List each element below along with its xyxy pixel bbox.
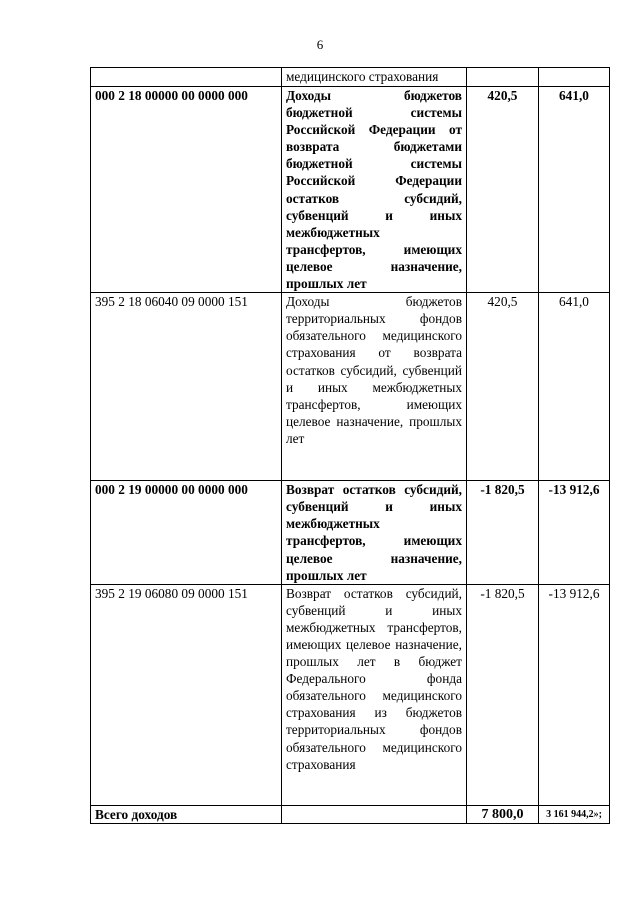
description-cell (282, 805, 467, 823)
value-1-cell: -1 820,5 (467, 584, 539, 805)
table-row (91, 293, 610, 481)
budget-code-cell (91, 68, 282, 87)
description-cell: Доходы бюджетов территориальных фондов обязательного медицинского страхования от возврата остатков субсидий, субвенций и иных межбюджетных трансфертов, имеющих целевое назначение, прошлых лет (282, 293, 467, 481)
value-1-cell: 420,5 (467, 87, 539, 293)
value-2-cell: -13 912,6 (539, 481, 610, 585)
table-row (91, 87, 610, 293)
description-cell: Возврат остатков субсидий, субвенций и иных межбюджетных трансфертов, имеющих целевое назначение, прошлых лет (282, 481, 467, 585)
budget-revenue-table (90, 67, 610, 824)
value-2-cell (539, 68, 610, 87)
value-1-cell: 420,5 (467, 293, 539, 481)
table-row-total (91, 805, 610, 823)
value-2-cell: -13 912,6 (539, 584, 610, 805)
description-cell: медицинского страхования (282, 68, 467, 87)
total-value-2-cell: 3 161 944,2»; (539, 805, 610, 823)
budget-code-cell: 395 2 18 06040 09 0000 151 (91, 293, 282, 481)
page-number: 6 (316, 37, 324, 52)
total-value-1-cell: 7 800,0 (467, 805, 539, 823)
table-row-continued (91, 68, 610, 87)
value-1-cell (467, 68, 539, 87)
table-row (91, 481, 610, 585)
value-2-cell: 641,0 (539, 87, 610, 293)
table-row (91, 584, 610, 805)
budget-code-cell: 395 2 19 06080 09 0000 151 (91, 584, 282, 805)
value-1-cell: -1 820,5 (467, 481, 539, 585)
total-label-cell: Всего доходов (91, 805, 282, 823)
value-2-cell: 641,0 (539, 293, 610, 481)
budget-code-cell: 000 2 18 00000 00 0000 000 (91, 87, 282, 293)
budget-code-cell: 000 2 19 00000 00 0000 000 (91, 481, 282, 585)
description-cell: Возврат остатков субсидий, субвенций и иных межбюджетных трансфертов, имеющих целевое назначение, прошлых лет в бюджет Федерального фонда обязательного медицинского страхования из бюджетов территориальных фондов обязательного медицинского страхования (282, 584, 467, 805)
description-cell: Доходы бюджетов бюджетной системы Российской Федерации от возврата бюджетами бюджетной системы Российской Федерации остатков субсидий, субвенций и иных межбюджетных трансфертов, имеющих целевое назначение, прошлых лет (282, 87, 467, 293)
